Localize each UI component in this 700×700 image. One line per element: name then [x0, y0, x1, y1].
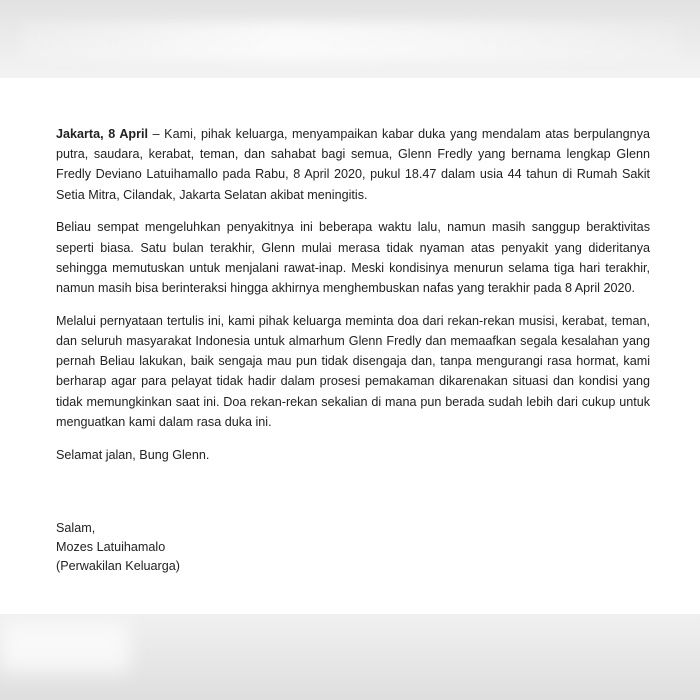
paragraph-announcement — [56, 124, 650, 205]
announcement-text: – Kami, pihak keluarga, menyampaikan kabar duka yang mendalam atas berpulangnya putra, saudara, kerabat, teman, dan sahabat bagi semua, Glenn Fredly yang bernama lengkap Glenn Fredly Deviano Latuihamallo pada Rabu, 8 April 2020, pukul 18.47 dalam usia 44 tahun di Rumah Sakit Setia Mitra, Cilandak, Jakarta Selatan akibat meningitis. — [56, 127, 650, 202]
condolence-letter — [56, 124, 650, 576]
paragraph-request: Melalui pernyataan tertulis ini, kami pihak keluarga meminta doa dari rekan-rekan musisi, kerabat, teman, dan seluruh masyarakat Indonesia untuk almarhum Glenn Fredly dan memaafkan segala kesalahan yang pernah Beliau lakukan, baik sengaja mau pun tidak disengaja dan, tanpa mengurangi rasa hormat, kami berharap agar para pelayat tidak hadir dalam prosesi pemakaman dikarenakan situasi dan kondisi yang tidak memungkinkan saat ini. Doa rekan-rekan sekalian di mana pun berada sudah lebih dari cukup untuk menguatkan kami dalam rasa duka ini. — [56, 313, 650, 429]
paragraph-illness: Beliau sempat mengeluhkan penyakitnya ini beberapa waktu lalu, namun masih sanggup beraktivitas seperti biasa. Satu bulan terakhir, Glenn mulai merasa tidak nyaman atas penyakit yang dideritanya sehingga memutuskan untuk menjalani rawat-inap. Meski kondisinya menurun selama tiga hari terakhir, namun masih bisa berinteraksi hingga akhirnya menghembuskan nafas yang terakhir pada 8 April 2020. — [56, 220, 650, 296]
paragraph-farewell: Selamat jalan, Bung Glenn. — [56, 447, 210, 462]
dateline: Jakarta, 8 April — [56, 127, 149, 141]
salutation: Salam, — [56, 520, 96, 535]
signer-role: (Perwakilan Keluarga) — [56, 558, 180, 573]
signature-block — [56, 519, 650, 576]
blurred-footer-background — [0, 614, 700, 700]
signer-name: Mozes Latuihamalo — [56, 539, 166, 554]
blurred-header-background — [0, 0, 700, 78]
